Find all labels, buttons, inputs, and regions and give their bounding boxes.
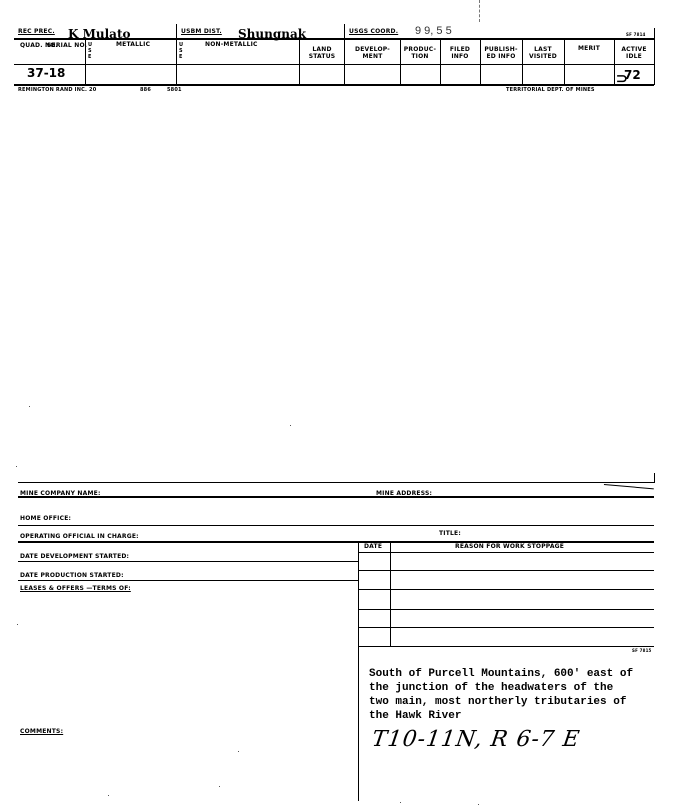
title-label: TITLE: bbox=[439, 530, 461, 537]
usgs-coord-label: USGS COORD. bbox=[349, 28, 399, 35]
usbm-dist-label: USBM DIST. bbox=[181, 28, 222, 35]
header-quad-no: QUAD. NO. bbox=[20, 42, 58, 49]
header-serial-no: SERIAL NO. bbox=[47, 42, 88, 49]
location-line: the junction of the headwaters of the bbox=[369, 682, 614, 694]
top-footer-dept: TERRITORIAL DEPT. OF MINES bbox=[506, 87, 595, 93]
township-range-handwritten: T10-11N, R 6-7 E bbox=[370, 727, 582, 752]
home-office-label: HOME OFFICE: bbox=[20, 515, 72, 522]
operating-official-label: OPERATING OFFICIAL IN CHARGE: bbox=[20, 533, 139, 540]
header-production: PRODUC- TION bbox=[403, 46, 437, 60]
header-last-visited: LAST VISITED bbox=[528, 46, 557, 60]
quad-serial-value: 37-18 bbox=[27, 66, 66, 80]
rec-prec-value: K Mulato bbox=[68, 27, 131, 41]
header-merit: MERIT bbox=[577, 45, 600, 52]
mine-company-name-label: MINE COMPANY NAME: bbox=[20, 490, 101, 497]
header-use-b: U S E bbox=[179, 42, 184, 60]
header-active-idle: ACTIVE IDLE bbox=[621, 46, 647, 60]
header-published-info: PUBLISH- ED INFO bbox=[484, 46, 518, 60]
usgs-coord-value: 9 9, 5 5 bbox=[415, 25, 452, 37]
active-idle-value: 72 bbox=[624, 68, 641, 82]
location-line: the Hawk River bbox=[369, 710, 462, 722]
date-development-label: DATE DEVELOPMENT STARTED: bbox=[20, 553, 130, 560]
top-form-number: SF 7814 bbox=[626, 32, 646, 37]
date-column-header: DATE bbox=[364, 543, 383, 550]
top-footer-printer: REMINGTON RAND INC. 20 bbox=[18, 87, 97, 93]
header-development: DEVELOP- MENT bbox=[355, 46, 390, 60]
top-footer-code2: 5801 bbox=[167, 87, 182, 93]
reason-column-header: REASON FOR WORK STOPPAGE bbox=[455, 543, 565, 550]
header-non-metallic: NON-METALLIC bbox=[205, 41, 258, 48]
header-land-status: LAND STATUS bbox=[308, 46, 336, 60]
date-production-label: DATE PRODUCTION STARTED: bbox=[20, 572, 124, 579]
active-idle-mark-icon: ⊃ bbox=[616, 70, 628, 86]
mine-address-label: MINE ADDRESS: bbox=[376, 490, 433, 497]
header-filed-info: FILED INFO bbox=[449, 46, 471, 60]
top-footer-code1: 886 bbox=[140, 87, 152, 93]
comments-label: COMMENTS: bbox=[20, 728, 64, 735]
usbm-dist-value: Shungnak bbox=[238, 27, 307, 41]
rec-prec-label: REC PREC. bbox=[18, 28, 55, 35]
bottom-form-number: SF 7815 bbox=[632, 648, 652, 653]
location-line: two main, most northerly tributaries of bbox=[369, 696, 627, 708]
header-metallic: METALLIC bbox=[116, 41, 151, 48]
header-use-a: U S E bbox=[88, 42, 93, 60]
location-line: South of Purcell Mountains, 600' east of bbox=[369, 668, 634, 680]
leases-offers-label: LEASES & OFFERS —TERMS OF: bbox=[20, 585, 131, 592]
